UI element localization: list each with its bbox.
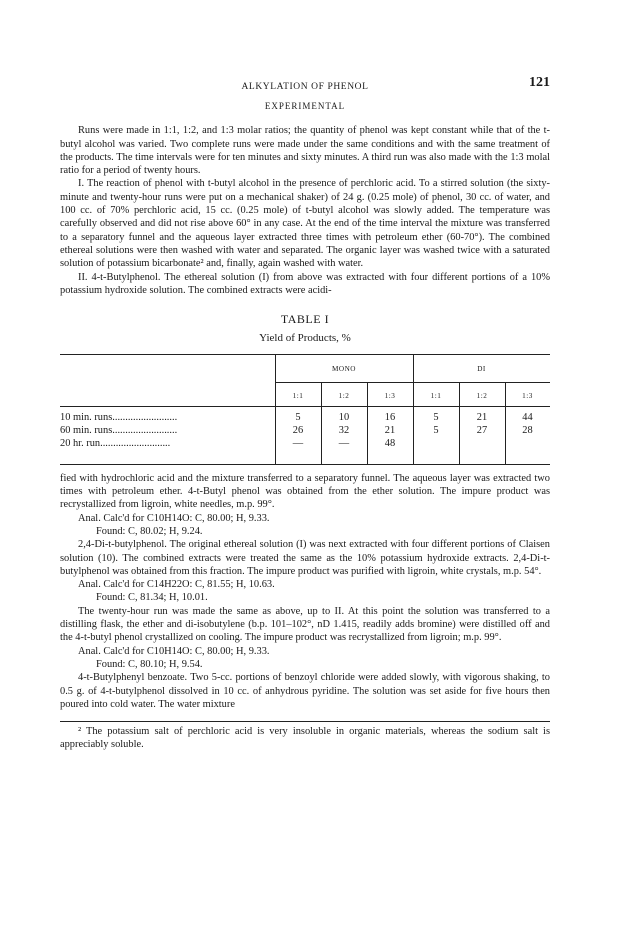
paragraph: II. 4-t-Butylphenol. The ethereal solution (I) from above was extracted with four different portions of a 10% potassium hydroxide solution. The combined extracts were acidi- [60, 271, 550, 296]
column-header: 1:2 [476, 391, 488, 400]
table-cell: 5 [433, 411, 439, 423]
table-cell: 32 [338, 424, 350, 436]
analysis-line: Anal. Calc'd for C10H14O: C, 80.00; H, 9.33. [78, 645, 270, 657]
footnote [60, 721, 550, 752]
paragraph: 2,4-Di-t-butylphenol. The original ethereal solution (I) was next extracted with four different portions of Claisen solution (10). The combined extracts were treated the same as the 10% potassium hydroxide extracts. 2,4-Di-t-butylphenol was obtained from this fraction. The impure product was purified with ligroin, white crystals, m.p. 54°. [60, 539, 550, 577]
table-cell: 5 [295, 411, 301, 423]
paper-page [60, 68, 550, 752]
page-number: 121 [529, 75, 550, 90]
section-title: EXPERIMENTAL [264, 101, 346, 111]
table-cell: — [292, 437, 304, 449]
table-cell: 28 [522, 424, 533, 436]
running-title: ALKYLATION OF PHENOL [241, 82, 369, 92]
table-title: TABLE I [280, 312, 330, 327]
analysis-found: Found: C, 80.02; H, 9.24. [96, 525, 203, 537]
row-label: 60 min. runs......................... [60, 424, 178, 436]
table-cell: 48 [384, 437, 396, 449]
column-header: 1:1 [430, 391, 442, 400]
column-header: 1:2 [338, 391, 350, 400]
table-cell: — [338, 437, 350, 449]
paragraph: Runs were made in 1:1, 1:2, and 1:3 molar ratios; the quantity of phenol was kept constant while that of the t-butyl alcohol was varied. Two complete runs were made under the same conditions and with the same treatment of the products. The time intervals were for ten minutes and sixty minutes. A third run was also made with the 1:3 molal ratio for a period of twenty hours. [60, 125, 550, 177]
analysis-line: Anal. Calc'd for C14H22O: C, 81.55; H, 10.63. [78, 579, 275, 591]
analysis-line: Anal. Calc'd for C10H14O: C, 80.00; H, 9.33. [78, 512, 270, 524]
table-cell: 21 [384, 424, 396, 436]
group-header-mono: MONO [332, 364, 356, 373]
table-cell: 27 [476, 424, 488, 436]
table-cell: 21 [476, 411, 488, 423]
paragraph: The twenty-hour run was made the same as above, up to II. At this point the solution was transferred to a distilling flask, the ether and di-isobutylene (b.p. 101–102°, nD 1.415, readily adds bromine) were distilled off and the 4-t-butyl phenol crystallized on cooling. The impure product was recrystallized from ligroin; m.p. 99°. [60, 605, 550, 644]
table-cell: 26 [292, 424, 304, 436]
table-cell: 16 [384, 411, 396, 423]
analysis-found: Found: C, 80.10; H, 9.54. [96, 658, 203, 670]
body-text-top [60, 124, 550, 297]
body-text-bottom [60, 472, 550, 711]
column-header: 1:3 [384, 391, 396, 400]
page-header [60, 68, 550, 90]
footnote-text: ² The potassium salt of perchloric acid is very insoluble in organic materials, whereas the sodium salt is appreciably soluble. [60, 726, 550, 751]
paragraph: I. The reaction of phenol with t-butyl alcohol in the presence of perchloric acid. To a stirred solution (the sixty-minute and twenty-hour runs were put on a mechanical shaker) of 24 g. (0.25 mole) of phenol, 30 cc. of water, and 100 cc. of 70% perchloric acid, 15 cc. (0.25 mole) of t-butyl alcohol was slowly added. The temperature was carefully observed and did not rise above 60° in any case. At the end of the time interval the mixture was transferred to a separatory funnel and the aqueous layer extracted three times with petroleum ether (60-70°). The combined ethereal solutions were then washed with water and separated. The organic layer was washed twice with a saturated solution of potassium bicarbonate² and, finally, again washed with water. [60, 178, 550, 270]
analysis-found: Found: C, 81.34; H, 10.01. [96, 592, 208, 604]
table-subtitle: Yield of Products, % [259, 332, 351, 345]
paragraph: 4-t-Butylphenyl benzoate. Two 5-cc. portions of benzoyl chloride were added slowly, with vigorous shaking, to 0.5 g. of 4-t-butylphenol dissolved in 10 cc. of anhydrous pyridine. The solution was set aside for five hours then poured into cold water. The water mixture [60, 672, 550, 710]
row-label: 10 min. runs......................... [60, 411, 178, 423]
table-cell: 10 [338, 411, 350, 423]
row-label: 20 hr. run........................... [60, 437, 171, 449]
group-header-di: DI [477, 364, 486, 373]
column-header: 1:3 [522, 391, 533, 400]
table-cell: 44 [522, 411, 533, 423]
paragraph: fied with hydrochloric acid and the mixture transferred to a separatory funnel. The aqueous layer was extracted two times with petroleum ether. 4-t-Butyl phenol was obtained from the ether solution. The impure product was recrystallized from ligroin, white needles, m.p. 99°. [60, 472, 550, 511]
table-cell: 5 [433, 424, 439, 436]
yield-table [60, 354, 550, 466]
column-header: 1:1 [292, 391, 304, 400]
